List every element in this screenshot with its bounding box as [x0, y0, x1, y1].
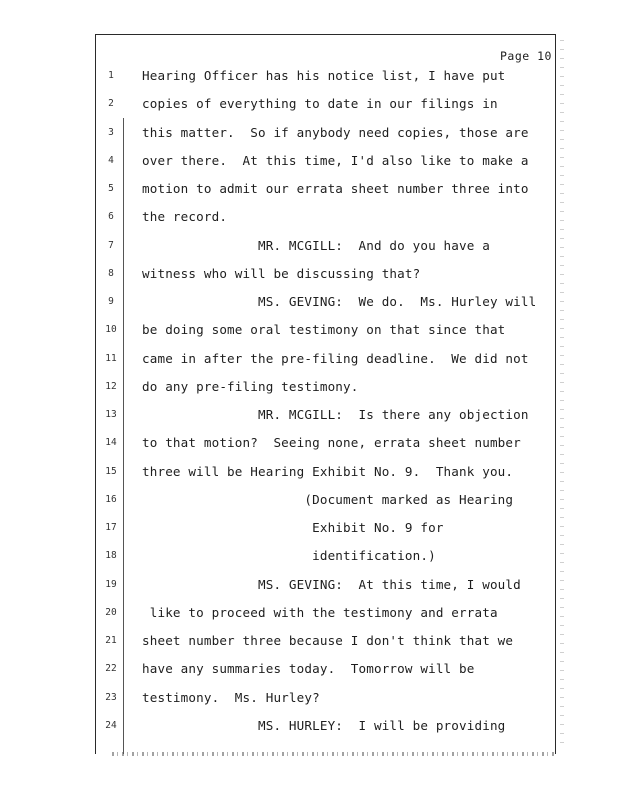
transcript-line: MS. GEVING: We do. Ms. Hurley will	[142, 294, 537, 309]
transcript-line: to that motion? Seeing none, errata sheet number	[142, 435, 521, 450]
page-frame-top	[95, 34, 555, 35]
transcript-line: witness who will be discussing that?	[142, 266, 421, 281]
transcript-line: three will be Hearing Exhibit No. 9. Thank you.	[142, 464, 514, 479]
line-number: 10	[105, 324, 117, 335]
line-number: 1	[108, 70, 114, 81]
line-number: 16	[105, 494, 117, 505]
scan-edge-noise	[560, 40, 564, 750]
transcript-line: MS. HURLEY: I will be providing	[142, 718, 506, 733]
transcript-line: motion to admit our errata sheet number three into	[142, 181, 529, 196]
line-number: 11	[105, 353, 117, 364]
transcript-line: testimony. Ms. Hurley?	[142, 690, 320, 705]
transcript-line: do any pre-filing testimony.	[142, 379, 359, 394]
transcript-line: have any summaries today. Tomorrow will be	[142, 661, 475, 676]
line-number: 12	[105, 381, 117, 392]
transcript-line: over there. At this time, I'd also like to make a	[142, 153, 529, 168]
line-number: 17	[105, 522, 117, 533]
line-number: 22	[105, 663, 117, 674]
page-frame-right	[555, 34, 556, 754]
transcript-line: (Document marked as Hearing	[142, 492, 514, 507]
line-number: 19	[105, 579, 117, 590]
line-number: 4	[108, 155, 114, 166]
line-number: 24	[105, 720, 117, 731]
transcript-line: be doing some oral testimony on that since that	[142, 322, 506, 337]
margin-rule	[123, 118, 124, 754]
page-number-label: Page 10	[500, 49, 552, 63]
line-number: 20	[105, 607, 117, 618]
transcript-line: MR. MCGILL: And do you have a	[142, 238, 490, 253]
transcript-line: MR. MCGILL: Is there any objection	[142, 407, 529, 422]
transcript-line: identification.)	[142, 548, 436, 563]
transcript-line: the record.	[142, 209, 228, 224]
transcript-line: this matter. So if anybody need copies, those are	[142, 125, 529, 140]
line-number: 21	[105, 635, 117, 646]
transcript-line: Hearing Officer has his notice list, I have put	[142, 68, 506, 83]
transcript-line: MS. GEVING: At this time, I would	[142, 577, 521, 592]
transcript-line: copies of everything to date in our filings in	[142, 96, 498, 111]
line-number: 7	[108, 240, 114, 251]
line-number: 15	[105, 466, 117, 477]
line-number: 5	[108, 183, 114, 194]
line-number: 2	[108, 98, 114, 109]
line-number: 14	[105, 437, 117, 448]
line-number: 3	[108, 127, 114, 138]
line-number: 8	[108, 268, 114, 279]
transcript-line: Exhibit No. 9 for	[142, 520, 444, 535]
line-number: 18	[105, 550, 117, 561]
line-number: 13	[105, 409, 117, 420]
line-number: 23	[105, 692, 117, 703]
transcript-line: sheet number three because I don't think that we	[142, 633, 514, 648]
line-number: 6	[108, 211, 114, 222]
transcript-line: like to proceed with the testimony and errata	[142, 605, 498, 620]
line-number: 9	[108, 296, 114, 307]
page-frame-left	[95, 34, 96, 754]
footer-noise	[112, 752, 557, 756]
transcript-line: came in after the pre-filing deadline. We did not	[142, 351, 529, 366]
